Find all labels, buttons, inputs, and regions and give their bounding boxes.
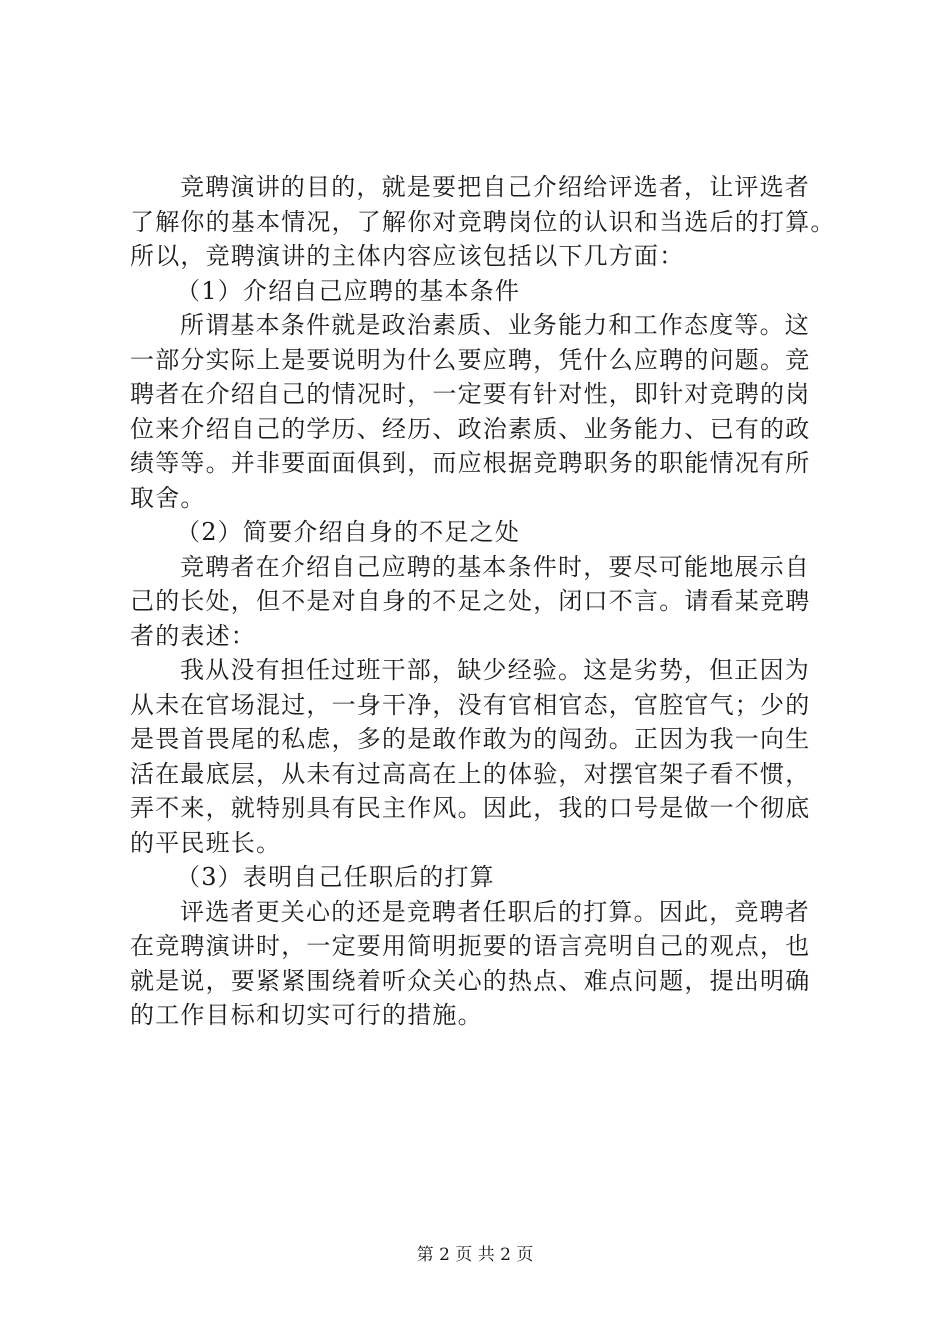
- paragraph-line: 就是说，要紧紧围绕着听众关心的热点、难点问题，提出明确: [130, 966, 811, 995]
- paragraph-line: 竞聘演讲的目的，就是要把自己介绍给评选者，让评选者: [180, 173, 810, 201]
- paragraph-line: 我从没有担任过班干部，缺少经验。这是劣势，但正因为: [180, 656, 810, 684]
- paragraph-line: 一部分实际上是要说明为什么要应聘，凭什么应聘的问题。竞: [130, 345, 811, 374]
- paragraph-line: 评选者更关心的还是竞聘者任职后的打算。因此，竞聘者: [180, 897, 810, 926]
- paragraph-line: 从未在官场混过，一身干净，没有官相官态，官腔官气；少的: [130, 690, 811, 719]
- section-heading: （2）简要介绍自身的不足之处: [176, 518, 521, 546]
- section-heading: （3）表明自己任职后的打算: [176, 863, 495, 891]
- page-footer: 第 2 页 共 2 页: [416, 1245, 534, 1265]
- paragraph-line: 绩等等。并非要面面俱到，而应根据竞聘职务的职能情况有所: [130, 449, 811, 477]
- paragraph-line: 者的表述：: [130, 621, 256, 650]
- paragraph-line: 取舍。: [130, 483, 206, 512]
- section-heading: （1）介绍自己应聘的基本条件: [176, 276, 521, 305]
- paragraph-line: 己的长处，但不是对自身的不足之处，闭口不言。请看某竞聘: [130, 587, 811, 615]
- paragraph-line: 在竞聘演讲时，一定要用简明扼要的语言亮明自己的观点，也: [130, 932, 811, 960]
- paragraph-line: 的平民班长。: [130, 828, 282, 857]
- paragraph-line: 所谓基本条件就是政治素质、业务能力和工作态度等。这: [180, 311, 810, 339]
- paragraph-line: 竞聘者在介绍自己应聘的基本条件时，要尽可能地展示自: [180, 552, 810, 581]
- paragraph-line: 所以，竞聘演讲的主体内容应该包括以下几方面：: [130, 242, 685, 270]
- paragraph-line: 位来介绍自己的学历、经历、政治素质、业务能力、已有的政: [130, 414, 811, 443]
- document-body: [130, 170, 835, 1033]
- paragraph-line: 了解你的基本情况，了解你对竞聘岗位的认识和当选后的打算。: [130, 207, 836, 236]
- paragraph-line: 聘者在介绍自己的情况时，一定要有针对性，即针对竞聘的岗: [130, 380, 811, 408]
- paragraph-line: 弄不来，就特别具有民主作风。因此，我的口号是做一个彻底: [130, 794, 811, 822]
- paragraph-line: 活在最底层，从未有过高高在上的体验，对摆官架子看不惯，: [130, 759, 811, 788]
- paragraph-line: 是畏首畏尾的私虑，多的是敢作敢为的闯劲。正因为我一向生: [130, 725, 811, 753]
- paragraph-line: 的工作目标和切实可行的措施。: [130, 1001, 483, 1029]
